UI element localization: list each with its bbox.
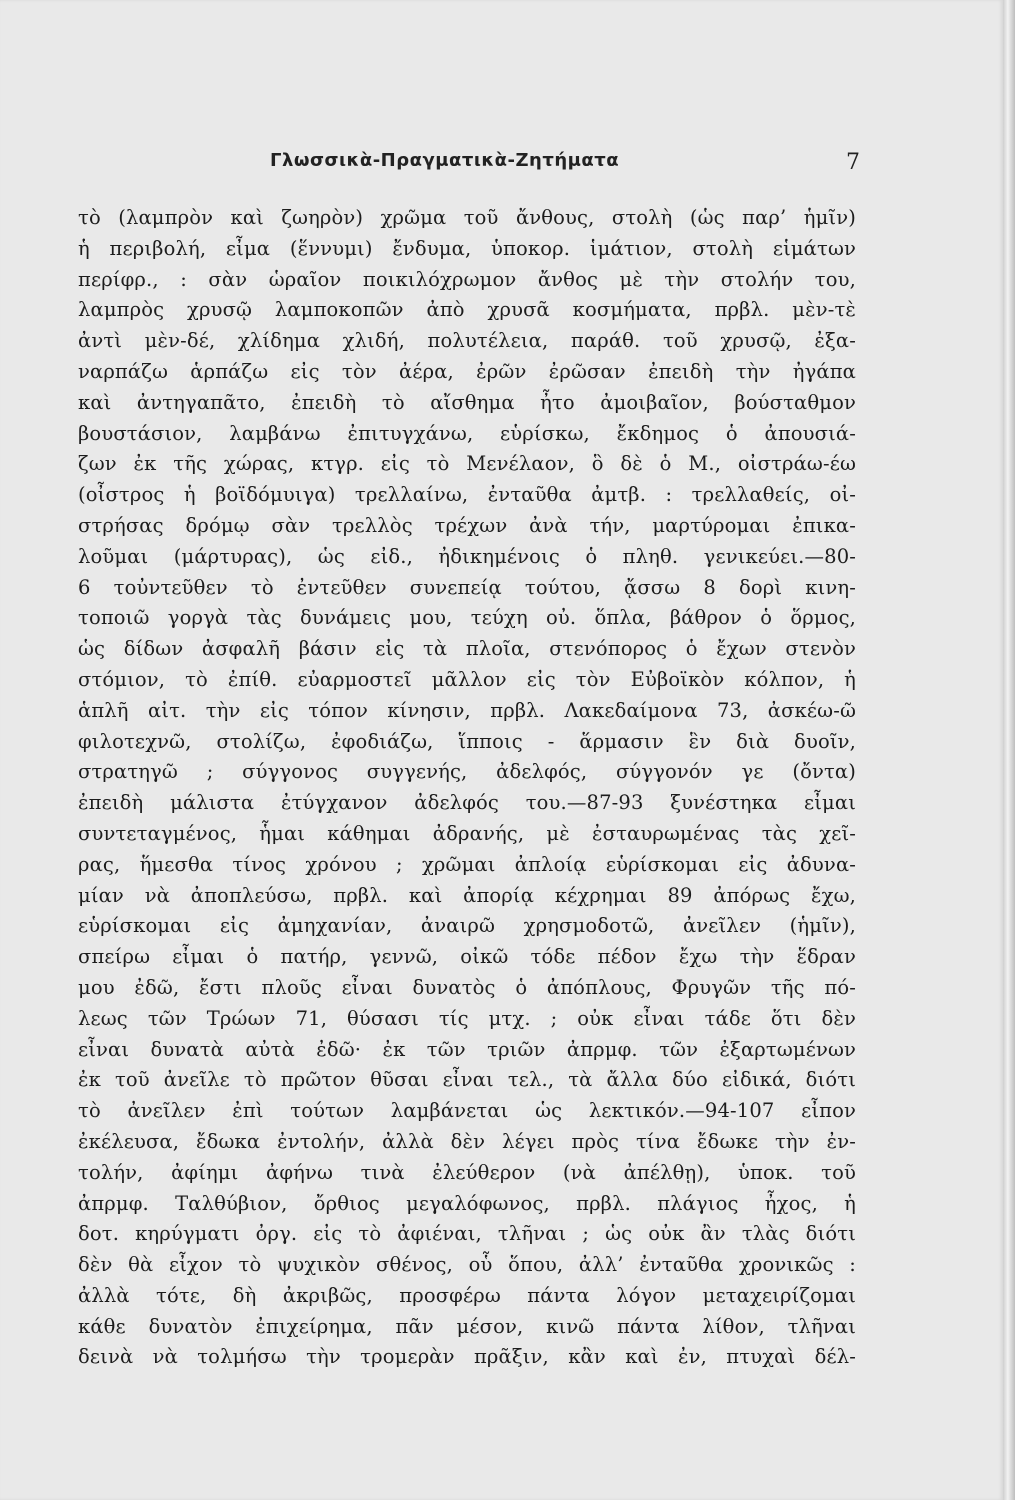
text-line: στρατηγῶ ; σύγγονος συγγενής, ἀδελφός, σύγγονόν γε (ὄντα) xyxy=(78,760,856,784)
text-line: εἶναι δυνατὰ αὐτὰ ἐδῶ· ἐκ τῶν τριῶν ἀπρμφ. τῶν ἐξαρτωμένων xyxy=(78,1037,856,1061)
page-edge xyxy=(1003,0,1015,1500)
text-line: βουστάσιον, λαμβάνω ἐπιτυγχάνω, εὑρίσκω, ἔκδημος ὁ ἀπουσιά- xyxy=(78,421,856,445)
text-line: δοτ. κηρύγματι ὀργ. εἰς τὸ ἀφιέναι, τλῆναι ; ὡς οὐκ ἂν τλὰς διότι xyxy=(78,1222,856,1246)
text-line: ἐκ τοῦ ἀνεῖλε τὸ πρῶτον θῦσαι εἶναι τελ., τὰ ἄλλα δύο εἰδικά, διότι xyxy=(78,1068,856,1092)
text-line: δεινὰ νὰ τολμήσω τὴν τρομερὰν πρᾶξιν, κἂν καὶ ἐν, πτυχαὶ δέλ- xyxy=(78,1345,856,1369)
text-line: καὶ ἀντηγαπᾶτο, ἐπειδὴ τὸ αἴσθημα ἦτο ἀμοιβαῖον, βούσταθμον xyxy=(78,390,856,414)
text-line: ναρπάζω ἁρπάζω εἰς τὸν ἀέρα, ἐρῶν ἐρῶσαν ἐπειδὴ τὴν ἠγάπα xyxy=(78,359,856,383)
text-line: τοποιῶ γοργὰ τὰς δυνάμεις μου, τεύχη οὐ. ὅπλα, βάθρον ὁ ὅρμος, xyxy=(78,606,856,630)
text-line: ὡς δίδων ἀσφαλῆ βάσιν εἰς τὰ πλοῖα, στενόπορος ὁ ἔχων στενὸν xyxy=(78,637,856,661)
text-line: λαμπρὸς χρυσῷ λαμποκοπῶν ἀπὸ χρυσᾶ κοσμήματα, πρβλ. μὲν-τὲ xyxy=(78,298,856,322)
text-line: ἁπλῆ αἰτ. τὴν εἰς τόπον κίνησιν, πρβλ. Λακεδαίμονα 73, ἀσκέω-ῶ xyxy=(78,698,856,722)
text-line: εὑρίσκομαι εἰς ἀμηχανίαν, ἀναιρῶ χρησμοδοτῶ, ἀνεῖλεν (ἡμῖν), xyxy=(78,914,856,938)
text-line: κάθε δυνατὸν ἐπιχείρημα, πᾶν μέσον, κινῶ πάντα λίθον, τλῆναι xyxy=(78,1314,856,1338)
text-line: ἀπρμφ. Ταλθύβιον, ὄρθιος μεγαλόφωνος, πρβλ. πλάγιος ἦχος, ἡ xyxy=(78,1191,856,1215)
commentary-text xyxy=(78,203,856,1373)
running-title: Γλωσσικὰ-Πραγματικὰ-Ζητήματα xyxy=(270,150,620,171)
text-line: ἀλλὰ τότε, δὴ ἀκριβῶς, προσφέρω πάντα λόγον μεταχειρίζομαι xyxy=(78,1283,856,1307)
text-line: ζων ἐκ τῆς χώρας, κτγρ. εἰς τὸ Μενέλαον, ὃ δὲ ὁ Μ., οἰστράω-έω xyxy=(78,452,856,476)
text-line: ἀντὶ μὲν-δέ, χλίδημα χλιδή, πολυτέλεια, παράθ. τοῦ χρυσῷ, ἐξα- xyxy=(78,329,856,353)
text-line: ἡ περιβολή, εἶμα (ἕννυμι) ἔνδυμα, ὑποκορ. ἱμάτιον, στολὴ εἱμάτων xyxy=(78,236,856,260)
text-line: μου ἐδῶ, ἔστι πλοῦς εἶναι δυνατὸς ὁ ἀπόπλους, Φρυγῶν τῆς πό- xyxy=(78,975,856,999)
text-line: τὸ (λαμπρὸν καὶ ζωηρὸν) χρῶμα τοῦ ἄνθους, στολὴ (ὡς παρ’ ἡμῖν) xyxy=(78,206,856,229)
text-line: ρας, ἥμεσθα τίνος χρόνου ; χρῶμαι ἀπλοίᾳ εὑρίσκομαι εἰς ἀδυνα- xyxy=(78,852,856,876)
text-line: λοῦμαι (μάρτυρας), ὡς εἰδ., ἠδικημένοις ὁ πληθ. γενικεύει.—80- xyxy=(78,544,856,568)
text-line: μίαν νὰ ἀποπλεύσω, πρβλ. καὶ ἀπορίᾳ κέχρημαι 89 ἀπόρως ἔχω, xyxy=(78,883,856,907)
text-line: στρήσας δρόμῳ σὰν τρελλὸς τρέχων ἀνὰ τήν, μαρτύρομαι ἐπικα- xyxy=(78,513,856,537)
page-header xyxy=(0,150,1003,180)
text-line: στόμιον, τὸ ἐπίθ. εὐαρμοστεῖ μᾶλλον εἰς τὸν Εὐβοϊκὸν κόλπον, ἡ xyxy=(78,667,856,691)
text-line: τὸ ἀνεῖλεν ἐπὶ τούτων λαμβάνεται ὡς λεκτικόν.—94-107 εἶπον xyxy=(78,1099,856,1123)
text-line: ἐπειδὴ μάλιστα ἐτύγχανον ἀδελφός του.—87-93 ξυνέστηκα εἶμαι xyxy=(78,791,856,815)
text-line: τολήν, ἀφίημι ἀφήνω τινὰ ἐλεύθερον (νὰ ἀπέλθῃ), ὑποκ. τοῦ xyxy=(78,1160,856,1184)
text-line: σπείρω εἶμαι ὁ πατήρ, γεννῶ, οἰκῶ τόδε πέδον ἔχω τὴν ἕδραν xyxy=(78,945,856,969)
text-line: δὲν θὰ εἶχον τὸ ψυχικὸν σθένος, οὗ ὅπου, ἀλλ’ ἐνταῦθα χρονικῶς : xyxy=(78,1253,856,1277)
text-line: ἐκέλευσα, ἔδωκα ἐντολήν, ἀλλὰ δὲν λέγει πρὸς τίνα ἔδωκε τὴν ἐν- xyxy=(78,1129,856,1153)
text-line: 6 τοὐντεῦθεν τὸ ἐντεῦθεν συνεπείᾳ τούτου, ᾄσσω 8 δορὶ κινη- xyxy=(78,575,856,599)
text-line: περίφρ., : σὰν ὡραῖον ποικιλόχρωμον ἄνθος μὲ τὴν στολήν του, xyxy=(78,267,856,291)
page-number: 7 xyxy=(846,150,860,175)
text-line: φιλοτεχνῶ, στολίζω, ἐφοδιάζω, ἵπποις - ἅρμασιν ἓν διὰ δυοῖν, xyxy=(78,729,856,753)
text-line: (οἶστρος ἡ βοϊδόμυιγα) τρελλαίνω, ἐνταῦθα ἀμτβ. : τρελλαθείς, οἰ- xyxy=(78,483,856,507)
text-line: λεως τῶν Τρώων 71, θύσασι τίς μτχ. ; οὐκ εἶναι τάδε ὅτι δὲν xyxy=(78,1006,856,1030)
text-line: συντεταγμένος, ἧμαι κάθημαι ἀδρανής, μὲ ἐσταυρωμένας τὰς χεῖ- xyxy=(78,821,856,845)
